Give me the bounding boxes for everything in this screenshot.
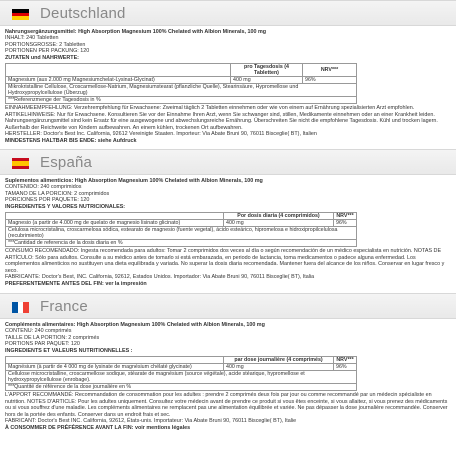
- nutrient-nrv: 96%: [303, 77, 357, 84]
- content-line: INHALT: 240 Tabletten: [5, 35, 59, 42]
- spain-flag-icon: [12, 158, 29, 169]
- manufacturer-line: FABRICANTE: Doctor's Best, INC. California, 92612, Estados Unidos. Importador: Via Abate Bruni 90, 76011 Bisceglie( BT), Italia: [5, 274, 315, 281]
- usage-paragraph: L'APPORT RECOMMANDÉ: Recommandation de consommation pour les adultes : prendre 2 comprimés deux fois par jour ou comme recommandé par un médecin spécialiste en nutrition. NOTES D'ARTICLE: Pour les adultes uniquement. Consultez votre médecin avant de prendre ce produit si vous êtes enceinte, si vous allaitez, si vous prenez des médicaments ou si vous souffrez d'une maladie. Les compléments alimentaires ne remplacent pas une alimentation équilibrée et variée. Ne pas dépasser la dose journalière recommandée. Conserver hors de la portée des enfants. Conserver dans un endroit frais et sec.: [5, 392, 448, 418]
- nutrition-table: [5, 63, 357, 84]
- manufacturer-line: HERSTELLER: Doctor's Best Inc. California, 92612 Vereinigte Staaten. Importeur: Via Abate Bruni 90, 76011 Bisceglie( BT), Italien: [5, 131, 317, 138]
- nutrition-table: [5, 212, 357, 227]
- section-header-deutschland: [0, 0, 456, 26]
- product-line: Suplementos alimenticios: High Absorption Magnesium 100% Chelated with Albion Minerals, 100 mg: [5, 178, 263, 184]
- nrv-header: NRV***: [303, 64, 357, 77]
- nutrition-table: [5, 356, 357, 371]
- ingredients-heading: INGRÉDIENTS ET VALEURS NUTRITIONNELLES :: [5, 347, 133, 354]
- nrv-header: NRV***: [334, 213, 357, 220]
- content-line: CONTENU: 240 comprimés: [5, 328, 72, 335]
- nutrient-nrv: 96%: [334, 364, 357, 371]
- dose-header: par dose journalière (4 comprimés): [224, 357, 334, 364]
- dose-header: Por dosis diaria (4 comprimidos): [224, 213, 334, 220]
- product-line: Compléments alimentaires: High Absorption Magnesium 100% Chelated with Albion Minerals, 100 mg: [5, 322, 265, 328]
- nutrient-name: Magnesium (aus 2.000 mg Magnesiumchelat-Lysinat-Glycinat): [6, 77, 231, 84]
- best-before-line: PREFERENTEMENTE ANTES DEL FIN: ver la impresión: [5, 281, 147, 287]
- portions-per-pack-line: PORCIONES POR PAQUETE: 120: [5, 197, 90, 204]
- section-header-france: [0, 293, 456, 319]
- section-header-espana: [0, 149, 456, 175]
- manufacturer-line: FABRICANT: Doctor's Best INC. California, 92612, États-unis. Importateur: Via Abate Bruni 90, 76011 Bisceglie( BT), Italie: [5, 418, 297, 425]
- best-before-line: À CONSOMMER DE PRÉFÉRENCE AVANT LA FIN: voir mentions légales: [5, 425, 191, 431]
- nutrient-nrv: 96%: [334, 220, 357, 227]
- nutrient-amount: 400 mg: [224, 364, 334, 371]
- nutrient-amount: 400 mg: [224, 220, 334, 227]
- nutrient-name: Magnésium (à partir de 4 000 mg de lysinate de magnésium chélaté glycinate): [6, 364, 224, 371]
- reference-note: ***Quantité de référence de la dose journalière en %: [5, 384, 357, 391]
- other-ingredients: Mikrokristalline Cellulose, Croscarmellose-Natrium, Magnesiumstearat (pflanzliche Quelle), Stearinsäure, Hypromellose und Hydroxypropylcellulose (Überzug): [5, 84, 357, 97]
- france-flag-icon: [12, 302, 29, 313]
- section-body-france: [5, 322, 449, 432]
- portion-size-line: TAMAÑO DE LA PORCIÓN: 2 comprimidos: [5, 190, 110, 197]
- country-title: España: [40, 154, 93, 171]
- section-body-deutschland: [5, 29, 449, 145]
- portion-size-line: PORTIONSGRÖSSE: 2 Tabletten: [5, 41, 86, 48]
- dose-header: pro Tagesdosis (4 Tabletten): [231, 64, 303, 77]
- portions-per-pack-line: PORTIONS PAR PAQUET: 120: [5, 341, 80, 348]
- portions-per-pack-line: PORTIONEN PER PACKUNG: 120: [5, 48, 90, 55]
- usage-paragraph: CONSUMO RECOMENDADO: Ingesta recomendada para adultos: Tomar 2 comprimidos dos veces al día o según recomendación de un médico especialista en nutrición. NOTAS DE ARTÍCULO: Sólo para adultos. Consulte a su médico antes de tomarlo si está embarazada, en periodo de lactancia, toma medicamentos o padece alguna enfermedad. Los complementos alimenticios no sustituyen una dieta equilibrada y variada. No superar la dosis diaria recomendada. Mantener fuera del alcance de los niños. Conservar en lugar fresco y seco.: [5, 248, 445, 274]
- reference-note: ***Cantidad de referencia de la dosis diaria en %: [5, 240, 357, 247]
- ingredients-heading: ZUTATEN und NÄHRWERTE:: [5, 54, 79, 61]
- nutrient-name: Magnesio (a partir de 4.000 mg de quelato de magnesio lisinato glicinato): [6, 220, 224, 227]
- usage-paragraph: EINNAHMEEMPFEHLUNG: Verzehrempfehlung für Erwachsene: Zweimal täglich 2 Tabletten einnehmen oder wie von einem auf Ernährung spezialisierten Arzt empfohlen. ARTIKELHINWEISE: Nur für Erwachsene. Konsultieren Sie vor der Einnahme Ihren Arzt, wenn Sie schwanger sind, stillen, Medikamente einnehmen oder an einer Krankheit leiden. Nahrungsergänzungsmittel sind kein Ersatz für eine ausgewogene und abwechslungsreiche Ernährung. Überschreiten Sie nicht die empfohlene Tagesdosis. Kühl und trocken lagern. Außerhalb der Reichweite von Kindern aufbewahren. An einem kühlen, trockenen Ort aufbewahren.: [5, 105, 438, 131]
- country-title: Deutschland: [40, 5, 126, 22]
- other-ingredients: Celulosa microcristalina, croscarmelosa sódica, estearato de magnesio (fuente vegetal), ácido esteárico, hipromelosa e hidroxipropilcelulosa (recubrimiento): [5, 227, 357, 240]
- nrv-header: NRV***: [334, 357, 357, 364]
- section-body-espana: [5, 178, 449, 288]
- germany-flag-icon: [12, 9, 29, 20]
- product-line: Nahrungsergänzungsmittel: High Absorption Magnesium 100% Chelated with Albion Minerals, 100 mg: [5, 29, 267, 35]
- reference-note: ***Referenzmenge der Tagesdosis in %: [5, 97, 357, 104]
- country-title: France: [40, 298, 88, 315]
- nutrient-amount: 400 mg: [231, 77, 303, 84]
- portion-size-line: TAILLE DE LA PORTION: 2 comprimés: [5, 334, 100, 341]
- content-line: CONTENIDO: 240 comprimidos: [5, 184, 82, 191]
- ingredients-heading: INGREDIENTES Y VALORES NUTRICIONALES:: [5, 203, 126, 210]
- best-before-line: MINDESTENS HALTBAR BIS ENDE: siehe Aufdruck: [5, 138, 137, 144]
- other-ingredients: Cellulose microcristalline, croscarmellose sodique, stéarate de magnésium (source végétale), acide stéarique, hypromellose et hydroxypropylcellulose (enrobage).: [5, 371, 357, 384]
